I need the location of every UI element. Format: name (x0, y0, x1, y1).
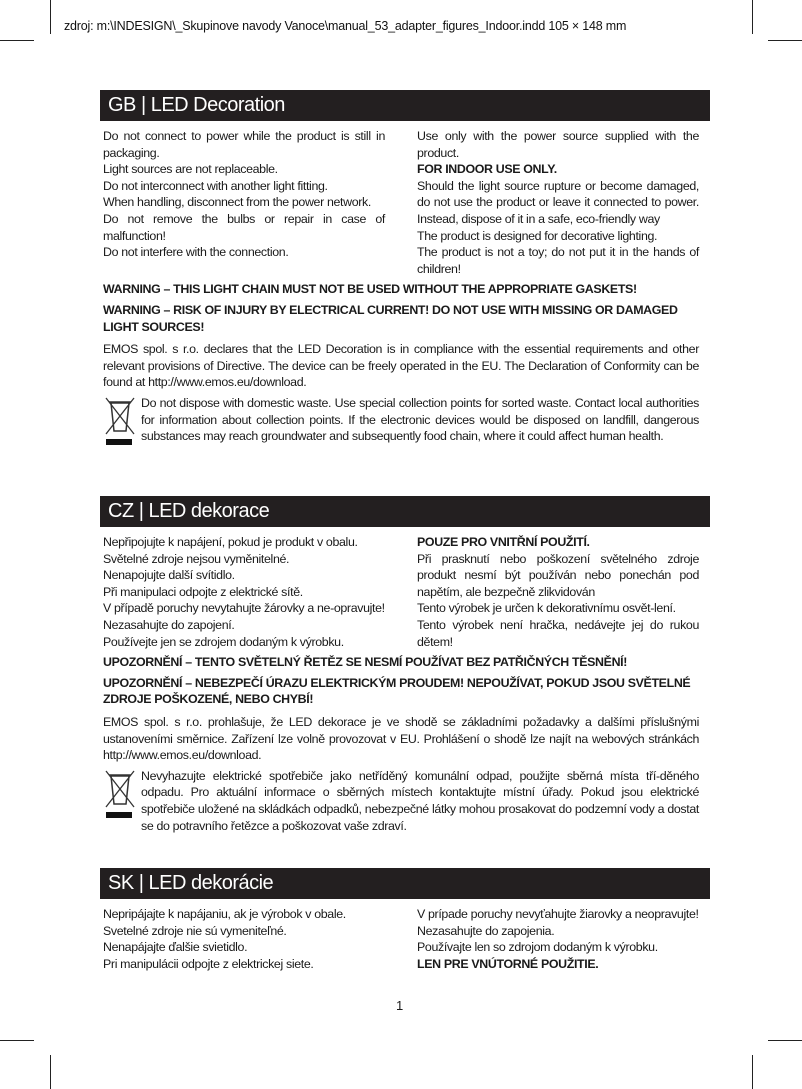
instruction: Svetelné zdroje nie sú vymeniteľné. (103, 923, 287, 938)
right-column (417, 534, 699, 650)
instruction: Use only with the power source supplied with the product. (417, 129, 699, 160)
left-column (103, 534, 385, 650)
indoor-notice: POUZE PRO VNITŘNÍ POUŽITÍ. (417, 535, 590, 549)
instruction: The product is designed for decorative lighting. (417, 228, 658, 243)
crop-mark (0, 1040, 34, 1041)
crop-mark (0, 40, 34, 41)
instruction: When handling, disconnect from the power network. (103, 195, 371, 210)
instruction: V případě poruchy nevytahujte žárovky a ne-opravujte! (103, 601, 385, 616)
section-gb (103, 90, 699, 447)
instruction: Do not interconnect with another light fitting. (103, 178, 328, 193)
instruction: Do not remove the bulbs or repair in case of malfunction! (103, 211, 385, 243)
crossed-bin-icon (103, 395, 137, 447)
warning: WARNING – THIS LIGHT CHAIN MUST NOT BE USED WITHOUT THE APPROPRIATE GASKETS! (103, 282, 637, 297)
instruction: Light sources are not replaceable. (103, 162, 278, 177)
instruction: Při manipulaci odpojte z elektrické sítě. (103, 584, 303, 599)
waste-notice (103, 768, 699, 834)
conformity-statement: EMOS spol. s r.o. declares that the LED Decoration is in compliance with the essential requirements and other relevant provisions of Directive. The device can be freely operated in the EU. The Declaration of Conformity can be found at http://www.emos.eu/download. (103, 342, 699, 390)
instruction: Světelné zdroje nejsou vyměnitelné. (103, 551, 290, 566)
instruction: The product is not a toy; do not put it in the hands of children! (417, 245, 699, 276)
crossed-bin-icon (103, 768, 137, 820)
waste-text: Do not dispose with domestic waste. Use special collection points for sorted waste. Contact local authorities for information about collection points. If the electronic devices would be disposed on landfill, dangerous substances may reach groundwater and subsequently food chain, where it could affect human health. (141, 395, 699, 444)
section-cz (103, 496, 699, 834)
left-column (103, 906, 385, 972)
instruction: Nenapojujte další svítidlo. (103, 568, 235, 583)
instruction: Tento výrobek je určen k dekorativnímu osvět-lení. (417, 601, 676, 616)
page-number: 1 (396, 998, 404, 1013)
instruction: V prípade poruchy nevyťahujte žiarovky a neopravujte! (417, 907, 699, 921)
instruction: Při prasknutí nebo poškození světelného zdroje produkt nesmí být používán nebo ponechán pod napětím, ale bezpečně zlikvidován (417, 551, 699, 599)
instruction: Do not interfere with the connection. (103, 245, 289, 260)
waste-text: Nevyhazujte elektrické spotřebiče jako netříděný komunální odpad, použijte sběrná místa tří-děného odpadu. Pro aktuální informace o sběrných místech kontaktujte místní úřady. Pokud jsou elektrické spotřebiče uložené na skládkách odpadků, nebezpečné látky mohou prosakovat do podzemní vody a dostat se do potravního řetězce a poškozovat vaše zdraví. (141, 768, 699, 833)
crop-mark (768, 1040, 802, 1041)
instruction: Nepřipojujte k napájení, pokud je produkt v obalu. (103, 535, 358, 549)
section-title: CZ | LED dekorace (100, 496, 710, 527)
instruction: Nepripájajte k napájaniu, ak je výrobok v obale. (103, 907, 346, 921)
left-column (103, 128, 385, 277)
instruction: Používajte len so zdrojom dodaným k výrobku. (417, 940, 658, 955)
conformity-statement: EMOS spol. s r.o. prohlašuje, že LED dekorace je ve shodě se základními požadavky a dalšími příslušnými ustanoveními směrnice. Zařízení lze volně provozovat v EU. Prohlášení o shodě lze najít na webových stránkách http://www.emos.eu/download. (103, 714, 699, 763)
instruction: Pri manipulácii odpojte z elektrickej siete. (103, 956, 314, 971)
warning: UPOZORNĚNÍ – NEBEZPEČÍ ÚRAZU ELEKTRICKÝM PROUDEM! NEPOUŽÍVAT, POKUD JSOU SVĚTELNÉ ZDROJE POŠKOZENÉ, NEBO CHYBÍ! (103, 675, 691, 707)
crop-mark (768, 40, 802, 41)
warning: UPOZORNĚNÍ – TENTO SVĚTELNÝ ŘETĚZ SE NESMÍ POUŽÍVAT BEZ PATŘIČNÝCH TĚSNĚNÍ! (103, 655, 628, 670)
warning: WARNING – RISK OF INJURY BY ELECTRICAL CURRENT! DO NOT USE WITH MISSING OR DAMAGED LIGHT SOURCES! (103, 302, 678, 334)
instruction: Should the light source rupture or become damaged, do not use the product or leave it connected to power. Instead, dispose of it in a safe, eco-friendly way (417, 178, 699, 226)
instruction: Nenapájajte ďalšie svietidlo. (103, 940, 248, 955)
crop-mark (752, 0, 753, 34)
instruction: Používejte jen se zdrojem dodaným k výrobku. (103, 634, 344, 649)
right-column (417, 128, 699, 277)
waste-notice (103, 395, 699, 445)
crop-mark (50, 0, 51, 34)
right-column (417, 906, 699, 972)
instruction: Nezasahujte do zapojení. (103, 617, 235, 632)
instruction: Tento výrobek není hračka, nedávejte jej do rukou dětem! (417, 617, 699, 649)
indoor-notice: LEN PRE VNÚTORNÉ POUŽITIE. (417, 956, 599, 971)
indoor-notice: FOR INDOOR USE ONLY. (417, 162, 557, 177)
section-sk (103, 868, 699, 972)
crop-mark (50, 1055, 51, 1089)
source-file-line: zdroj: m:\INDESIGN\_Skupinove navody Vanoce\manual_53_adapter_figures_Indoor.indd 105 × 148 mm (64, 19, 627, 33)
section-title: GB | LED Decoration (100, 90, 710, 121)
section-title: SK | LED dekorácie (100, 868, 710, 899)
instruction: Nezasahujte do zapojenia. (417, 923, 555, 938)
instruction: Do not connect to power while the product is still in packaging. (103, 129, 385, 160)
crop-mark (752, 1055, 753, 1089)
